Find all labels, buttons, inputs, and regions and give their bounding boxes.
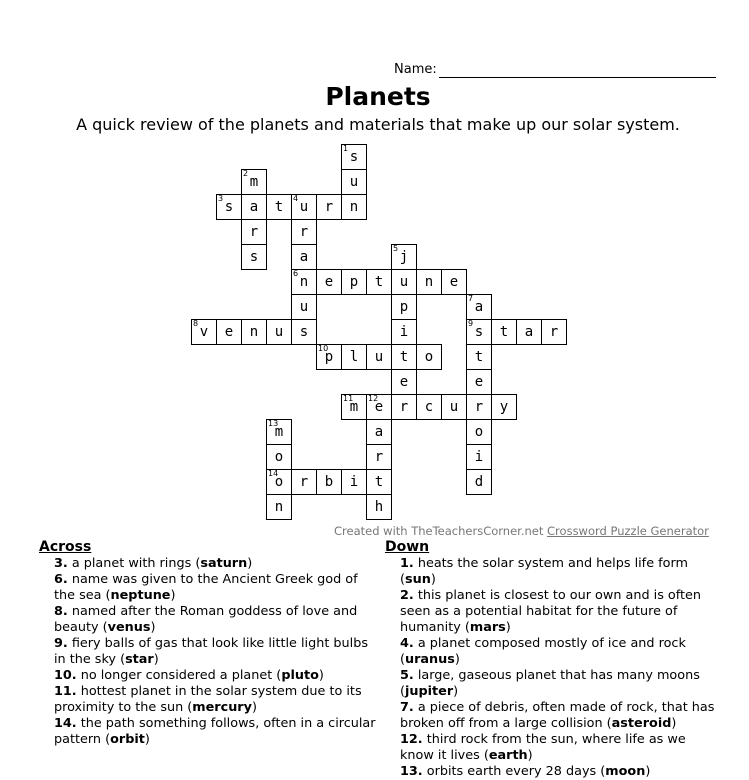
clue-end: ) xyxy=(144,732,150,747)
grid-cell[interactable] xyxy=(316,269,342,295)
grid-cell[interactable] xyxy=(191,319,217,345)
down-clue xyxy=(385,556,715,588)
grid-cell[interactable] xyxy=(291,194,317,220)
grid-cell[interactable] xyxy=(291,319,317,345)
grid-cell[interactable] xyxy=(391,319,417,345)
clue-number: 2 xyxy=(243,169,249,178)
across-clue xyxy=(39,668,379,684)
clue-end: ) xyxy=(430,572,436,587)
cell-letter: i xyxy=(474,449,484,465)
grid-cell[interactable] xyxy=(366,394,392,420)
grid-cell[interactable] xyxy=(291,269,317,295)
grid-cell[interactable] xyxy=(466,294,492,320)
cell-letter: u xyxy=(299,299,309,315)
grid-cell[interactable] xyxy=(466,394,492,420)
cell-letter: n xyxy=(424,274,434,290)
cell-letter: a xyxy=(374,424,384,440)
clue-text: a planet with rings ( xyxy=(67,556,201,571)
across-clue xyxy=(39,572,379,604)
cell-letter: r xyxy=(299,474,309,490)
clue-number: 8 xyxy=(193,319,199,328)
down-heading: Down xyxy=(385,539,430,555)
grid-cell[interactable] xyxy=(216,319,242,345)
grid-cell[interactable] xyxy=(366,269,392,295)
clue-text: a planet composed mostly of ice and rock ( xyxy=(400,636,686,667)
across-list xyxy=(39,556,379,748)
cell-letter: p xyxy=(324,349,334,365)
across-heading: Across xyxy=(39,539,92,555)
grid-cell[interactable] xyxy=(316,194,342,220)
clue-number: 9. xyxy=(54,636,68,651)
grid-cell[interactable] xyxy=(241,194,267,220)
cell-letter: u xyxy=(299,199,309,215)
grid-cell[interactable] xyxy=(366,444,392,470)
name-line[interactable] xyxy=(439,77,716,78)
clue-text: orbits earth every 28 days ( xyxy=(422,764,606,779)
cell-letter: p xyxy=(399,299,409,315)
grid-cell[interactable] xyxy=(441,269,467,295)
clue-number: 10 xyxy=(318,344,329,353)
clue-number: 13 xyxy=(268,419,279,428)
cell-letter: n xyxy=(349,199,359,215)
cell-letter: b xyxy=(324,474,334,490)
grid-cell[interactable] xyxy=(491,319,517,345)
clue-text: the path something follows, often in a circular pattern ( xyxy=(54,716,376,747)
down-clues xyxy=(385,539,715,780)
cell-letter: m xyxy=(249,174,259,190)
clue-number: 1. xyxy=(400,556,414,571)
grid-cell[interactable] xyxy=(466,444,492,470)
clue-answer: uranus xyxy=(405,652,455,667)
clue-answer: earth xyxy=(488,748,528,763)
cell-letter: m xyxy=(274,424,284,440)
grid-cell[interactable] xyxy=(366,469,392,495)
grid-cell[interactable] xyxy=(291,294,317,320)
cell-letter: a xyxy=(474,299,484,315)
grid-cell[interactable] xyxy=(266,319,292,345)
cell-letter: p xyxy=(349,274,359,290)
grid-cell[interactable] xyxy=(416,269,442,295)
grid-cell[interactable] xyxy=(316,469,342,495)
credit-text: Created with TheTeachersCorner.net xyxy=(334,524,548,538)
grid-cell[interactable] xyxy=(241,244,267,270)
cell-letter: j xyxy=(399,249,409,265)
grid-cell[interactable] xyxy=(366,494,392,520)
cell-letter: t xyxy=(374,474,384,490)
clue-number: 10. xyxy=(54,668,77,683)
clue-number: 5 xyxy=(393,244,399,253)
cell-letter: l xyxy=(349,349,359,365)
clue-number: 13. xyxy=(400,764,423,779)
clue-end: ) xyxy=(645,764,651,779)
down-clue xyxy=(385,636,715,668)
clue-end: ) xyxy=(505,620,511,635)
cell-letter: o xyxy=(424,349,434,365)
cell-letter: a xyxy=(249,199,259,215)
cell-letter: e xyxy=(449,274,459,290)
grid-cell[interactable] xyxy=(266,469,292,495)
cell-letter: u xyxy=(349,174,359,190)
clue-number: 5. xyxy=(400,668,414,683)
clue-text: third rock from the sun, where life as we know it lives ( xyxy=(400,732,686,763)
down-clue xyxy=(385,700,715,732)
page-title: Planets xyxy=(325,82,431,111)
grid-cell[interactable] xyxy=(341,469,367,495)
grid-cell[interactable] xyxy=(391,369,417,395)
grid-cell[interactable] xyxy=(241,219,267,245)
cell-letter: v xyxy=(199,324,209,340)
cell-letter: i xyxy=(349,474,359,490)
clue-number: 11 xyxy=(343,394,354,403)
clue-answer: moon xyxy=(605,764,646,779)
grid-cell[interactable] xyxy=(366,344,392,370)
clue-number: 4 xyxy=(293,194,299,203)
grid-cell[interactable] xyxy=(266,419,292,445)
grid-cell[interactable] xyxy=(466,469,492,495)
clue-text: heats the solar system and helps life form ( xyxy=(400,556,688,587)
cell-letter: n xyxy=(299,274,309,290)
clue-text: name was given to the Ancient Greek god of the sea ( xyxy=(54,572,358,603)
cell-letter: r xyxy=(474,399,484,415)
grid-cell[interactable] xyxy=(466,369,492,395)
clue-end: ) xyxy=(153,652,159,667)
clue-end: ) xyxy=(671,716,677,731)
cell-letter: s xyxy=(349,149,359,165)
clue-number: 11. xyxy=(54,684,77,699)
cell-letter: o xyxy=(274,449,284,465)
grid-cell[interactable] xyxy=(466,419,492,445)
clue-end: ) xyxy=(453,684,459,699)
clue-number: 2. xyxy=(400,588,414,603)
cell-letter: t xyxy=(499,324,509,340)
grid-cell[interactable] xyxy=(291,219,317,245)
grid-cell[interactable] xyxy=(266,444,292,470)
clue-answer: mercury xyxy=(192,700,252,715)
clue-text: this planet is closest to our own and is often seen as a potential habitat for the future of humanity ( xyxy=(400,588,702,635)
down-clue xyxy=(385,764,715,780)
grid-cell[interactable] xyxy=(291,469,317,495)
grid-cell[interactable] xyxy=(266,494,292,520)
clue-text: hottest planet in the solar system due to its proximity to the sun ( xyxy=(54,684,362,715)
cell-letter: c xyxy=(424,399,434,415)
cell-letter: r xyxy=(324,199,334,215)
cell-letter: u xyxy=(449,399,459,415)
clue-text: a piece of debris, often made of rock, that has broken off from a large collision ( xyxy=(400,700,715,731)
across-clue xyxy=(39,636,379,668)
cell-letter: a xyxy=(299,249,309,265)
clue-end: ) xyxy=(251,700,257,715)
grid-cell[interactable] xyxy=(391,294,417,320)
clue-text: named after the Roman goddess of love and beauty ( xyxy=(54,604,358,635)
clue-number: 6 xyxy=(293,269,299,278)
down-list xyxy=(385,556,715,780)
cell-letter: r xyxy=(549,324,559,340)
down-clue xyxy=(385,668,715,700)
cell-letter: s xyxy=(249,249,259,265)
clue-number: 9 xyxy=(468,319,474,328)
across-clue xyxy=(39,556,379,572)
across-clue xyxy=(39,604,379,636)
cell-letter: n xyxy=(274,499,284,515)
grid-cell[interactable] xyxy=(541,319,567,345)
grid-cell[interactable] xyxy=(216,194,242,220)
grid-cell[interactable] xyxy=(516,319,542,345)
clue-answer: orbit xyxy=(110,732,145,747)
down-clue xyxy=(385,732,715,764)
clue-answer: neptune xyxy=(110,588,171,603)
grid-cell[interactable] xyxy=(391,269,417,295)
cell-letter: s xyxy=(474,324,484,340)
cell-letter: m xyxy=(349,399,359,415)
clue-end: ) xyxy=(247,556,253,571)
clue-answer: sun xyxy=(405,572,431,587)
cell-letter: r xyxy=(299,224,309,240)
cell-letter: r xyxy=(399,399,409,415)
grid-cell[interactable] xyxy=(241,169,267,195)
across-clue xyxy=(39,684,379,716)
clue-end: ) xyxy=(170,588,176,603)
across-clues xyxy=(39,539,379,748)
cell-letter: e xyxy=(474,374,484,390)
clue-number: 1 xyxy=(343,144,349,153)
grid-cell[interactable] xyxy=(416,344,442,370)
clue-answer: asteroid xyxy=(611,716,672,731)
clue-answer: pluto xyxy=(281,668,319,683)
grid-cell[interactable] xyxy=(341,194,367,220)
grid-cell[interactable] xyxy=(391,344,417,370)
cell-letter: e xyxy=(399,374,409,390)
cell-letter: o xyxy=(274,474,284,490)
clue-end: ) xyxy=(527,748,533,763)
clue-number: 14 xyxy=(268,469,279,478)
cell-letter: d xyxy=(474,474,484,490)
cell-letter: a xyxy=(524,324,534,340)
name-label: Name: xyxy=(394,62,437,77)
grid-cell[interactable] xyxy=(491,394,517,420)
cell-letter: y xyxy=(499,399,509,415)
clue-number: 4. xyxy=(400,636,414,651)
cell-letter: t xyxy=(374,274,384,290)
clue-number: 3 xyxy=(218,194,224,203)
cell-letter: u xyxy=(399,274,409,290)
cell-letter: o xyxy=(474,424,484,440)
clue-number: 8. xyxy=(54,604,68,619)
cell-letter: n xyxy=(249,324,259,340)
cell-letter: u xyxy=(274,324,284,340)
clue-answer: mars xyxy=(469,620,506,635)
down-clue xyxy=(385,588,715,636)
clue-text: large, gaseous planet that has many moons ( xyxy=(400,668,700,699)
clue-number: 6. xyxy=(54,572,68,587)
clue-number: 7 xyxy=(468,294,474,303)
grid-cell[interactable] xyxy=(466,319,492,345)
grid-cell[interactable] xyxy=(416,394,442,420)
clue-number: 12 xyxy=(368,394,379,403)
grid-cell[interactable] xyxy=(291,244,317,270)
grid-cell[interactable] xyxy=(266,194,292,220)
credit-link[interactable]: Crossword Puzzle Generator xyxy=(547,524,709,538)
cell-letter: t xyxy=(399,349,409,365)
cell-letter: r xyxy=(249,224,259,240)
grid-cell[interactable] xyxy=(366,419,392,445)
grid-cell[interactable] xyxy=(241,319,267,345)
grid-cell[interactable] xyxy=(341,144,367,170)
grid-cell[interactable] xyxy=(341,394,367,420)
grid-cell[interactable] xyxy=(391,394,417,420)
grid-cell[interactable] xyxy=(341,269,367,295)
clue-answer: venus xyxy=(107,620,151,635)
clue-number: 3. xyxy=(54,556,68,571)
clue-end: ) xyxy=(150,620,156,635)
subtitle: A quick review of the planets and materials that make up our solar system. xyxy=(76,115,680,134)
clue-number: 7. xyxy=(400,700,414,715)
clue-number: 12. xyxy=(400,732,423,747)
cell-letter: s xyxy=(299,324,309,340)
clue-text: no longer considered a planet ( xyxy=(76,668,282,683)
grid-cell[interactable] xyxy=(391,244,417,270)
grid-cell[interactable] xyxy=(466,344,492,370)
across-clue xyxy=(39,716,379,748)
clue-number: 14. xyxy=(54,716,77,731)
cell-letter: t xyxy=(274,199,284,215)
cell-letter: s xyxy=(224,199,234,215)
grid-cell[interactable] xyxy=(341,344,367,370)
clue-answer: jupiter xyxy=(405,684,454,699)
credit xyxy=(334,524,709,538)
clue-answer: saturn xyxy=(200,556,248,571)
cell-letter: t xyxy=(474,349,484,365)
cell-letter: e xyxy=(224,324,234,340)
clue-end: ) xyxy=(454,652,460,667)
clue-answer: star xyxy=(125,652,154,667)
grid-cell[interactable] xyxy=(441,394,467,420)
grid-cell[interactable] xyxy=(316,344,342,370)
clue-text: fiery balls of gas that look like little light bulbs in the sky ( xyxy=(54,636,368,667)
cell-letter: i xyxy=(399,324,409,340)
clue-end: ) xyxy=(318,668,324,683)
cell-letter: r xyxy=(374,449,384,465)
cell-letter: h xyxy=(374,499,384,515)
cell-letter: u xyxy=(374,349,384,365)
cell-letter: e xyxy=(324,274,334,290)
grid-cell[interactable] xyxy=(341,169,367,195)
cell-letter: e xyxy=(374,399,384,415)
